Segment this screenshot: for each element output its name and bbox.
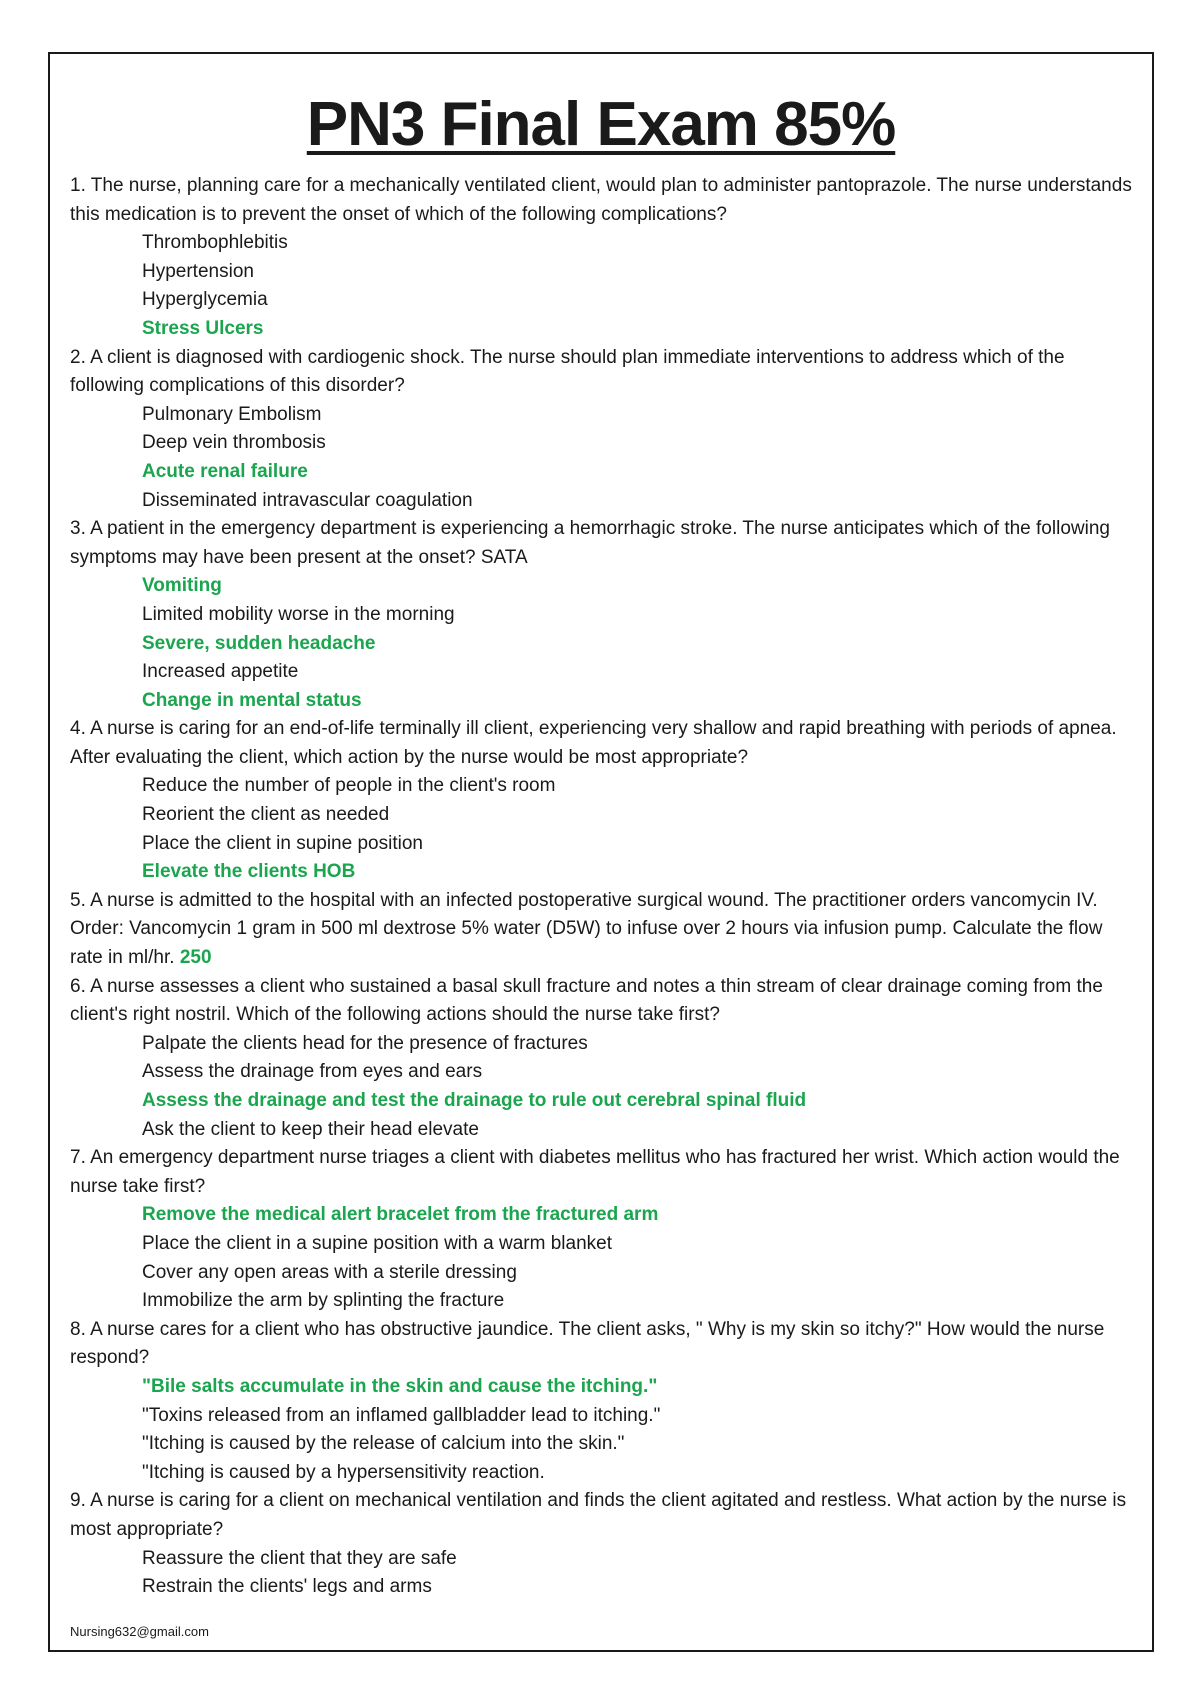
- question-7: [70, 1144, 1134, 1316]
- question-stem-text: 7. An emergency department nurse triages a client with diabetes mellitus who has fractured her wrist. Which action would the nurse take first?: [70, 1147, 1120, 1197]
- page-title: PN3 Final Exam 85%: [306, 90, 896, 159]
- correct-answer-option: Vomiting: [142, 575, 222, 597]
- question-3: [70, 515, 1134, 715]
- answer-options: [70, 1545, 1134, 1602]
- question-list: [70, 172, 1134, 1602]
- answer-option: "Toxins released from an inflamed gallbladder lead to itching.": [142, 1404, 661, 1426]
- question-stem: [70, 715, 1134, 772]
- question-stem: [70, 515, 1134, 572]
- question-stem-text: 4. A nurse is caring for an end-of-life terminally ill client, experiencing very shallow and rapid breathing with periods of apnea. After evaluating the client, which action by the nurse would be most appropriate?: [70, 718, 1117, 768]
- answer-option: "Itching is caused by the release of calcium into the skin.": [142, 1433, 625, 1455]
- answer-options: [70, 229, 1134, 343]
- answer-options: [70, 1030, 1134, 1144]
- correct-answer-option: Change in mental status: [142, 689, 362, 711]
- question-stem-text: 5. A nurse is admitted to the hospital with an infected postoperative surgical wound. The practitioner orders vancomycin IV. Order: Vancomycin 1 gram in 500 ml dextrose 5% water (D5W) to infuse over 2 hours via infusion pump. Calculate the flow rate in ml/hr.: [70, 889, 1103, 969]
- answer-option: Cover any open areas with a sterile dressing: [142, 1261, 517, 1283]
- correct-answer-option: Assess the drainage and test the drainage to rule out cerebral spinal fluid: [142, 1090, 807, 1111]
- correct-answer-option: Acute renal failure: [142, 460, 308, 482]
- answer-option: Thrombophlebitis: [142, 232, 288, 254]
- question-9: [70, 1487, 1134, 1601]
- answer-options: [70, 572, 1134, 715]
- question-stem: [70, 172, 1134, 229]
- correct-answer-option: Stress Ulcers: [142, 317, 264, 339]
- answer-option: Place the client in supine position: [142, 832, 423, 854]
- answer-options: [70, 1373, 1134, 1487]
- correct-answer-option: "Bile salts accumulate in the skin and cause the itching.": [142, 1375, 658, 1397]
- answer-options: [70, 772, 1134, 886]
- question-stem: [70, 344, 1134, 401]
- correct-answer-option: Severe, sudden headache: [142, 632, 376, 654]
- question-stem-text: 8. A nurse cares for a client who has obstructive jaundice. The client asks, " Why is my skin so itchy?" How would the nurse respond?: [70, 1318, 1105, 1369]
- question-stem-text: 1. The nurse, planning care for a mechanically ventilated client, would plan to administer pantoprazole. The nurse understands this medication is to prevent the onset of which of the following complications?: [70, 175, 1132, 225]
- answer-option: Reassure the client that they are safe: [142, 1547, 457, 1569]
- answer-option: Hypertension: [142, 260, 254, 282]
- answer-options: [70, 1201, 1134, 1315]
- question-stem-text: 2. A client is diagnosed with cardiogenic shock. The nurse should plan immediate interventions to address which of the following complications of this disorder?: [70, 346, 1065, 397]
- question-stem-text: 6. A nurse assesses a client who sustained a basal skull fracture and notes a thin stream of clear drainage coming from the client's right nostril. Which of the following actions should the nurse take first?: [70, 975, 1103, 1026]
- answer-option: Increased appetite: [142, 661, 299, 683]
- correct-answer-option: Elevate the clients HOB: [142, 861, 356, 883]
- answer-option: Immobilize the arm by splinting the fracture: [142, 1290, 505, 1312]
- answer-option: Hyperglycemia: [142, 289, 268, 311]
- answer-option: Reduce the number of people in the client's room: [142, 775, 556, 797]
- answer-options: [70, 401, 1134, 515]
- question-stem: [70, 973, 1134, 1030]
- question-stem-text: 3. A patient in the emergency department is experiencing a hemorrhagic stroke. The nurse anticipates which of the following symptoms may have been present at the onset? SATA: [70, 518, 1110, 568]
- answer-option: Disseminated intravascular coagulation: [142, 489, 473, 511]
- question-2: [70, 344, 1134, 516]
- footer-email: Nursing632@gmail.com: [70, 1624, 209, 1639]
- question-stem: [70, 1487, 1134, 1544]
- question-5: [70, 887, 1134, 973]
- question-4: [70, 715, 1134, 887]
- question-6: [70, 973, 1134, 1145]
- question-stem: [70, 1316, 1134, 1373]
- answer-option: Limited mobility worse in the morning: [142, 603, 455, 625]
- answer-option: Restrain the clients' legs and arms: [142, 1576, 432, 1598]
- inline-answer: 250: [179, 947, 212, 969]
- question-1: [70, 172, 1134, 344]
- question-8: [70, 1316, 1134, 1488]
- answer-option: Ask the client to keep their head elevate: [142, 1118, 479, 1140]
- answer-option: Assess the drainage from eyes and ears: [142, 1061, 483, 1083]
- answer-option: "Itching is caused by a hypersensitivity reaction.: [142, 1461, 545, 1483]
- answer-option: Reorient the client as needed: [142, 804, 390, 826]
- correct-answer-option: Remove the medical alert bracelet from the fractured arm: [142, 1204, 659, 1226]
- question-stem: [70, 1144, 1134, 1201]
- answer-option: Place the client in a supine position with a warm blanket: [142, 1232, 612, 1254]
- question-stem-text: 9. A nurse is caring for a client on mechanical ventilation and finds the client agitated and restless. What action by the nurse is most appropriate?: [70, 1490, 1127, 1540]
- answer-option: Pulmonary Embolism: [142, 403, 322, 425]
- answer-option: Palpate the clients head for the presence of fractures: [142, 1032, 588, 1054]
- question-stem: [70, 887, 1134, 973]
- answer-option: Deep vein thrombosis: [142, 432, 326, 454]
